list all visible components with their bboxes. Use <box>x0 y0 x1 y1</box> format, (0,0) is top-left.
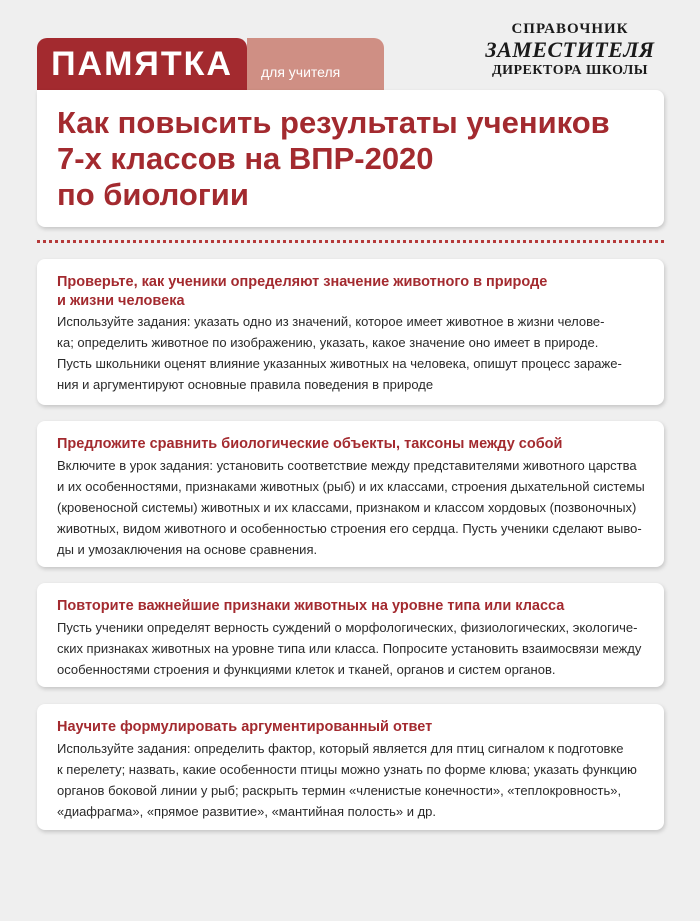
brand-line-3: ДИРЕКТОРА ШКОЛЫ <box>491 63 649 78</box>
brand-logo <box>470 22 670 78</box>
tip-card-3 <box>37 583 664 687</box>
tip-body <box>57 455 646 560</box>
tip-body-line: особенностями строения и функциями клеток и тканей, органов и систем органов. <box>57 661 556 677</box>
tip-body-line: животных, видом животного и особенностью строения его сердца. Пусть ученики сделают выво- <box>57 520 642 536</box>
tip-body-line: Используйте задания: указать одно из значений, которое имеет животное в жизни челове- <box>57 314 605 329</box>
brand-line-2: ЗАМЕСТИТЕЛЯ <box>485 37 655 62</box>
audience-tab-label: для учителя <box>261 64 341 80</box>
tip-heading-line-1: Проверьте, как ученики определяют значение животного в природе <box>57 274 548 290</box>
tip-body <box>57 311 646 395</box>
tip-body <box>57 738 646 822</box>
tip-body-line: ка; определить животное по изображению, указать, какое значение оно имеет в природе. <box>57 335 599 350</box>
tip-body-line: ских признаках животных на уровне типа или класса. Попросите установить взаимосвязи между <box>57 640 642 656</box>
audience-tab <box>247 38 384 90</box>
tip-heading-line-1: Предложите сравнить биологические объекты, таксоны между собой <box>57 436 563 452</box>
tip-card-2 <box>37 421 664 567</box>
tip-heading <box>57 718 646 737</box>
tip-heading <box>57 273 646 310</box>
tip-body-line: ды и умозаключения на основе сравнения. <box>57 541 318 557</box>
tip-body-line: «диафрагма», «прямое развитие», «мантийная полость» и др. <box>57 803 436 819</box>
tip-body-line: Пусть ученики определят верность суждений о морфологических, физиологических, экологиче- <box>57 619 638 635</box>
title-card <box>37 90 664 227</box>
title-line-3: по биологии <box>57 177 249 212</box>
page-title <box>57 105 647 213</box>
tip-card-4 <box>37 704 664 830</box>
dotted-divider <box>37 240 664 243</box>
tip-heading <box>57 435 646 454</box>
tip-body-line: Пусть школьники оценят влияние указанных животных на человека, опишут процесс зараже- <box>57 356 622 371</box>
title-line-1: Как повысить результаты учеников <box>57 105 610 140</box>
tip-body-line: к перелету; назвать, какие особенности птицы можно узнать по форме клюва; указать функцию <box>57 761 637 777</box>
brand-line-1: СПРАВОЧНИК <box>511 21 629 37</box>
tip-card-1 <box>37 259 664 405</box>
tip-heading-line-1: Повторите важнейшие признаки животных на уровне типа или класса <box>57 598 565 614</box>
tip-body-line: и их особенностями, признаками животных (рыб) и их классами, строения дыхательной системы <box>57 478 645 494</box>
tip-heading-line-2: и жизни человека <box>57 292 185 309</box>
memo-tab <box>37 38 247 90</box>
tip-heading-line-1: Научите формулировать аргументированный ответ <box>57 719 433 735</box>
tip-body-line: (кровеносной системы) животных и их классами, признаком и классом хордовых (позвоночных) <box>57 499 637 515</box>
tip-heading <box>57 597 646 616</box>
tip-body-line: органов боковой линии у рыб; раскрыть термин «членистые конечности», «теплокровность», <box>57 782 622 798</box>
tip-body-line: Включите в урок задания: установить соответствие между представителями животного царства <box>57 457 637 473</box>
tip-body <box>57 617 646 680</box>
title-line-2: 7-х классов на ВПР-2020 <box>57 141 434 176</box>
tip-body-line: Используйте задания: определить фактор, который является для птиц сигналом к подготовке <box>57 740 624 756</box>
tip-body-line: ния и аргументируют основные правила поведения в природе <box>57 377 434 392</box>
memo-tab-label: ПАМЯТКА <box>51 44 233 83</box>
